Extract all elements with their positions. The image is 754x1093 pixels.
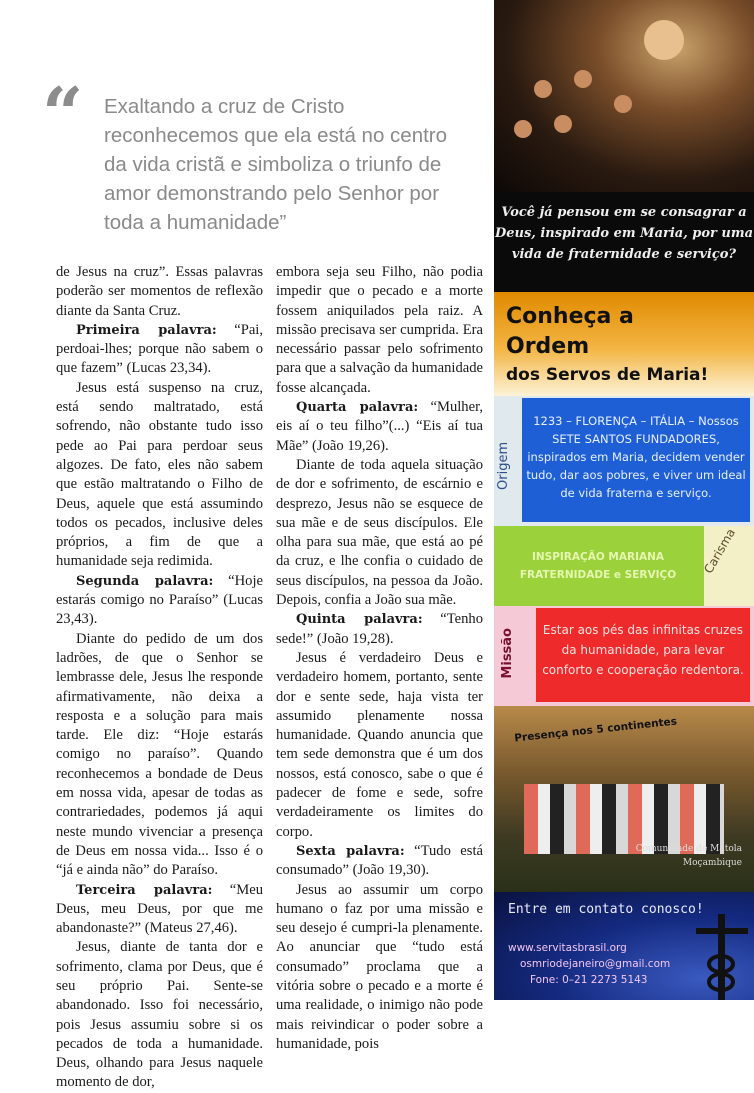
section-heading-paragraph — [56, 572, 263, 630]
charism-label: Carisma — [700, 526, 738, 576]
charism-section — [494, 526, 754, 606]
article-column-2 — [276, 263, 483, 1054]
presence-banner: Presença nos 5 continentes — [513, 715, 678, 745]
origin-section — [494, 396, 754, 526]
origin-label: Origem — [496, 441, 511, 491]
phone-number: Fone: 0–21 2273 5143 — [530, 974, 648, 986]
email-link[interactable]: osmriodejaneiro@gmail.com — [520, 958, 671, 970]
word-label: Sexta palavra: — [296, 843, 405, 859]
paragraph-text: Jesus ao assumir um corpo humano o faz por uma missão e seu desejo é cumpri-la plenamente. Ao anunciar que “tudo está consumado” proclama que a vitória sobre o pecado e a morte é uma realidade, o inimigo não pode mais reivindicar o poder sobre a humanidade, pois — [276, 881, 483, 1052]
know-line-1: Conheça a — [506, 304, 634, 329]
paragraph-text: Jesus é verdadeiro Deus e verdadeiro homem, portanto, sente dor e sente sede, haja vista ter assumido plenamente nossa humanidade. Quando anuncia que tem sede demonstra que é um dos nossos, está conosco, sabe o que é padecer de fome e sede, sofre verdadeiramente os limites do corpo. — [276, 649, 483, 840]
charism-line-1: INSPIRAÇÃO MARIANA — [531, 551, 665, 563]
body-paragraph — [56, 379, 263, 572]
cross-icon — [692, 914, 752, 1000]
paragraph-text: Diante de toda aquela situação de dor e sofrimento, de escárnio e desprezo, Jesus não se esquece de sua mãe e de seus discípulos. Ele olha para sua mãe, que está ao pé da cruz, e lhe confia o cuidado de seus discípulos, na pessoa da João. Depois, confia a João sua mãe. — [276, 456, 483, 609]
contact-heading: Entre em contato conosco! — [508, 902, 704, 917]
charism-line-2: FRATERNIDADE e SERVIÇO — [519, 569, 677, 581]
body-paragraph — [276, 649, 483, 842]
vocation-question: Você já pensou em se consagrar a Deus, inspirado em Maria, por uma vida de fraternidade e serviço? — [494, 192, 754, 292]
photo-caption-1: Comunidade de Matola — [635, 844, 742, 854]
religious-painting — [494, 0, 754, 192]
mission-label: Missão — [500, 628, 515, 679]
body-paragraph — [56, 263, 263, 321]
paragraph-text: Diante do pedido de um dos ladrões, de que o Senhor se lembrasse dele, Jesus lhe responde afirmativamente, não deixa a resposta e a solução para mais tarde. Ele diz: “Hoje estarás comigo no paraíso”. Quando reconhecemos a bondade de Deus em nossa vida, apesar de todas as contrariedades, podemos já aqui neste mundo vivenciar a presença de Deus em nossa vida... Isso é o “já e ainda não” do Paraíso. — [56, 630, 263, 879]
paragraph-text: embora seja seu Filho, não podia impedir que o pecado e a morte fossem aniquilados pela raiz. A missão precisava ser cumprida. Era necessário passar pelo sofrimento para que a salvação da humanidade fosse alcançada. — [276, 264, 483, 396]
community-photo — [494, 706, 754, 892]
word-label: Quinta palavra: — [296, 612, 423, 628]
paragraph-text: Jesus, diante de tanta dor e sofrimento, clama por Deus, que é seu próprio Pai. Sente-se abandonado. Isso foi necessário, pois Jesus assumiu sobre si os pecados de toda a humanidade. Deus, olhando para Jesus naquele momento de dor, — [56, 939, 263, 1091]
origin-text: 1233 – FLORENÇA – ITÁLIA – Nossos SETE SANTOS FUNDADORES, inspirados em Maria, decidem vender tudo, dar aos pobres, e viver um ideal de vida fraterna e serviço. — [522, 398, 750, 522]
word-label: Quarta palavra: — [296, 400, 419, 416]
paragraph-text: de Jesus na cruz”. Essas palavras poderão ser momentos de reflexão diante da Santa Cruz. — [56, 264, 263, 319]
photo-caption-2: Moçambique — [682, 858, 742, 868]
word-label: Segunda palavra: — [76, 573, 214, 589]
section-heading-paragraph — [276, 610, 483, 649]
word-label: Terceira palavra: — [76, 882, 213, 898]
article-column-1 — [56, 263, 263, 1093]
paragraph-text: “Mulher, eis aí o teu filho”(...) “Eis aí tua Mãe” (João 19,26). — [276, 399, 483, 454]
body-paragraph — [56, 630, 263, 881]
body-paragraph — [276, 881, 483, 1055]
body-paragraph — [56, 938, 263, 1092]
mission-text: Estar aos pés das infinitas cruzes da humanidade, para levar conforto e cooperação redentora. — [536, 608, 750, 702]
section-heading-paragraph — [276, 842, 483, 881]
paragraph-text: “Tudo está consumado” (João 19,30). — [276, 842, 483, 879]
section-heading-paragraph — [56, 321, 263, 379]
body-paragraph — [276, 456, 483, 610]
know-line-3: dos Servos de Maria! — [506, 365, 709, 385]
know-the-order — [494, 292, 754, 396]
paragraph-text: “Hoje estarás comigo no Paraíso” (Lucas 23,43). — [56, 572, 263, 628]
pull-quote: Exaltando a cruz de Cristo reconhecemos que ela está no centro da vida cristã e simboliza o triunfo de amor demonstrando pelo Senhor por toda a humanidade” — [104, 95, 448, 234]
paragraph-text: “Meu Deus, meu Deus, por que me abandonaste?” (Mateus 27,46). — [56, 881, 263, 937]
section-heading-paragraph — [276, 398, 483, 456]
contact-section — [494, 892, 754, 1000]
quote-mark: “ — [42, 71, 84, 156]
know-line-2: Ordem — [506, 334, 590, 359]
website-link[interactable]: www.servitasbrasil.org — [508, 942, 627, 954]
body-paragraph — [276, 263, 483, 398]
word-label: Primeira palavra: — [76, 322, 217, 338]
paragraph-text: “Pai, perdoai-lhes; porque não sabem o que fazem” (Lucas 23,34). — [56, 321, 263, 377]
servos-de-maria-ad — [494, 0, 754, 1000]
paragraph-text: “Tenho sede!” (João 19,28). — [276, 611, 484, 647]
paragraph-text: Jesus está suspenso na cruz, está sendo maltratado, está sofrendo, não obstante tudo isso pede ao Pai para perdoar seus algozes. De fato, eles não sabem que estão maltratando o Filho de Deus, aquele que está assumindo todos os pecados, inclusive deles próprios, a fim de que a humanidade seja redimida. — [56, 379, 263, 570]
section-heading-paragraph — [56, 881, 263, 939]
mission-section — [494, 606, 754, 706]
